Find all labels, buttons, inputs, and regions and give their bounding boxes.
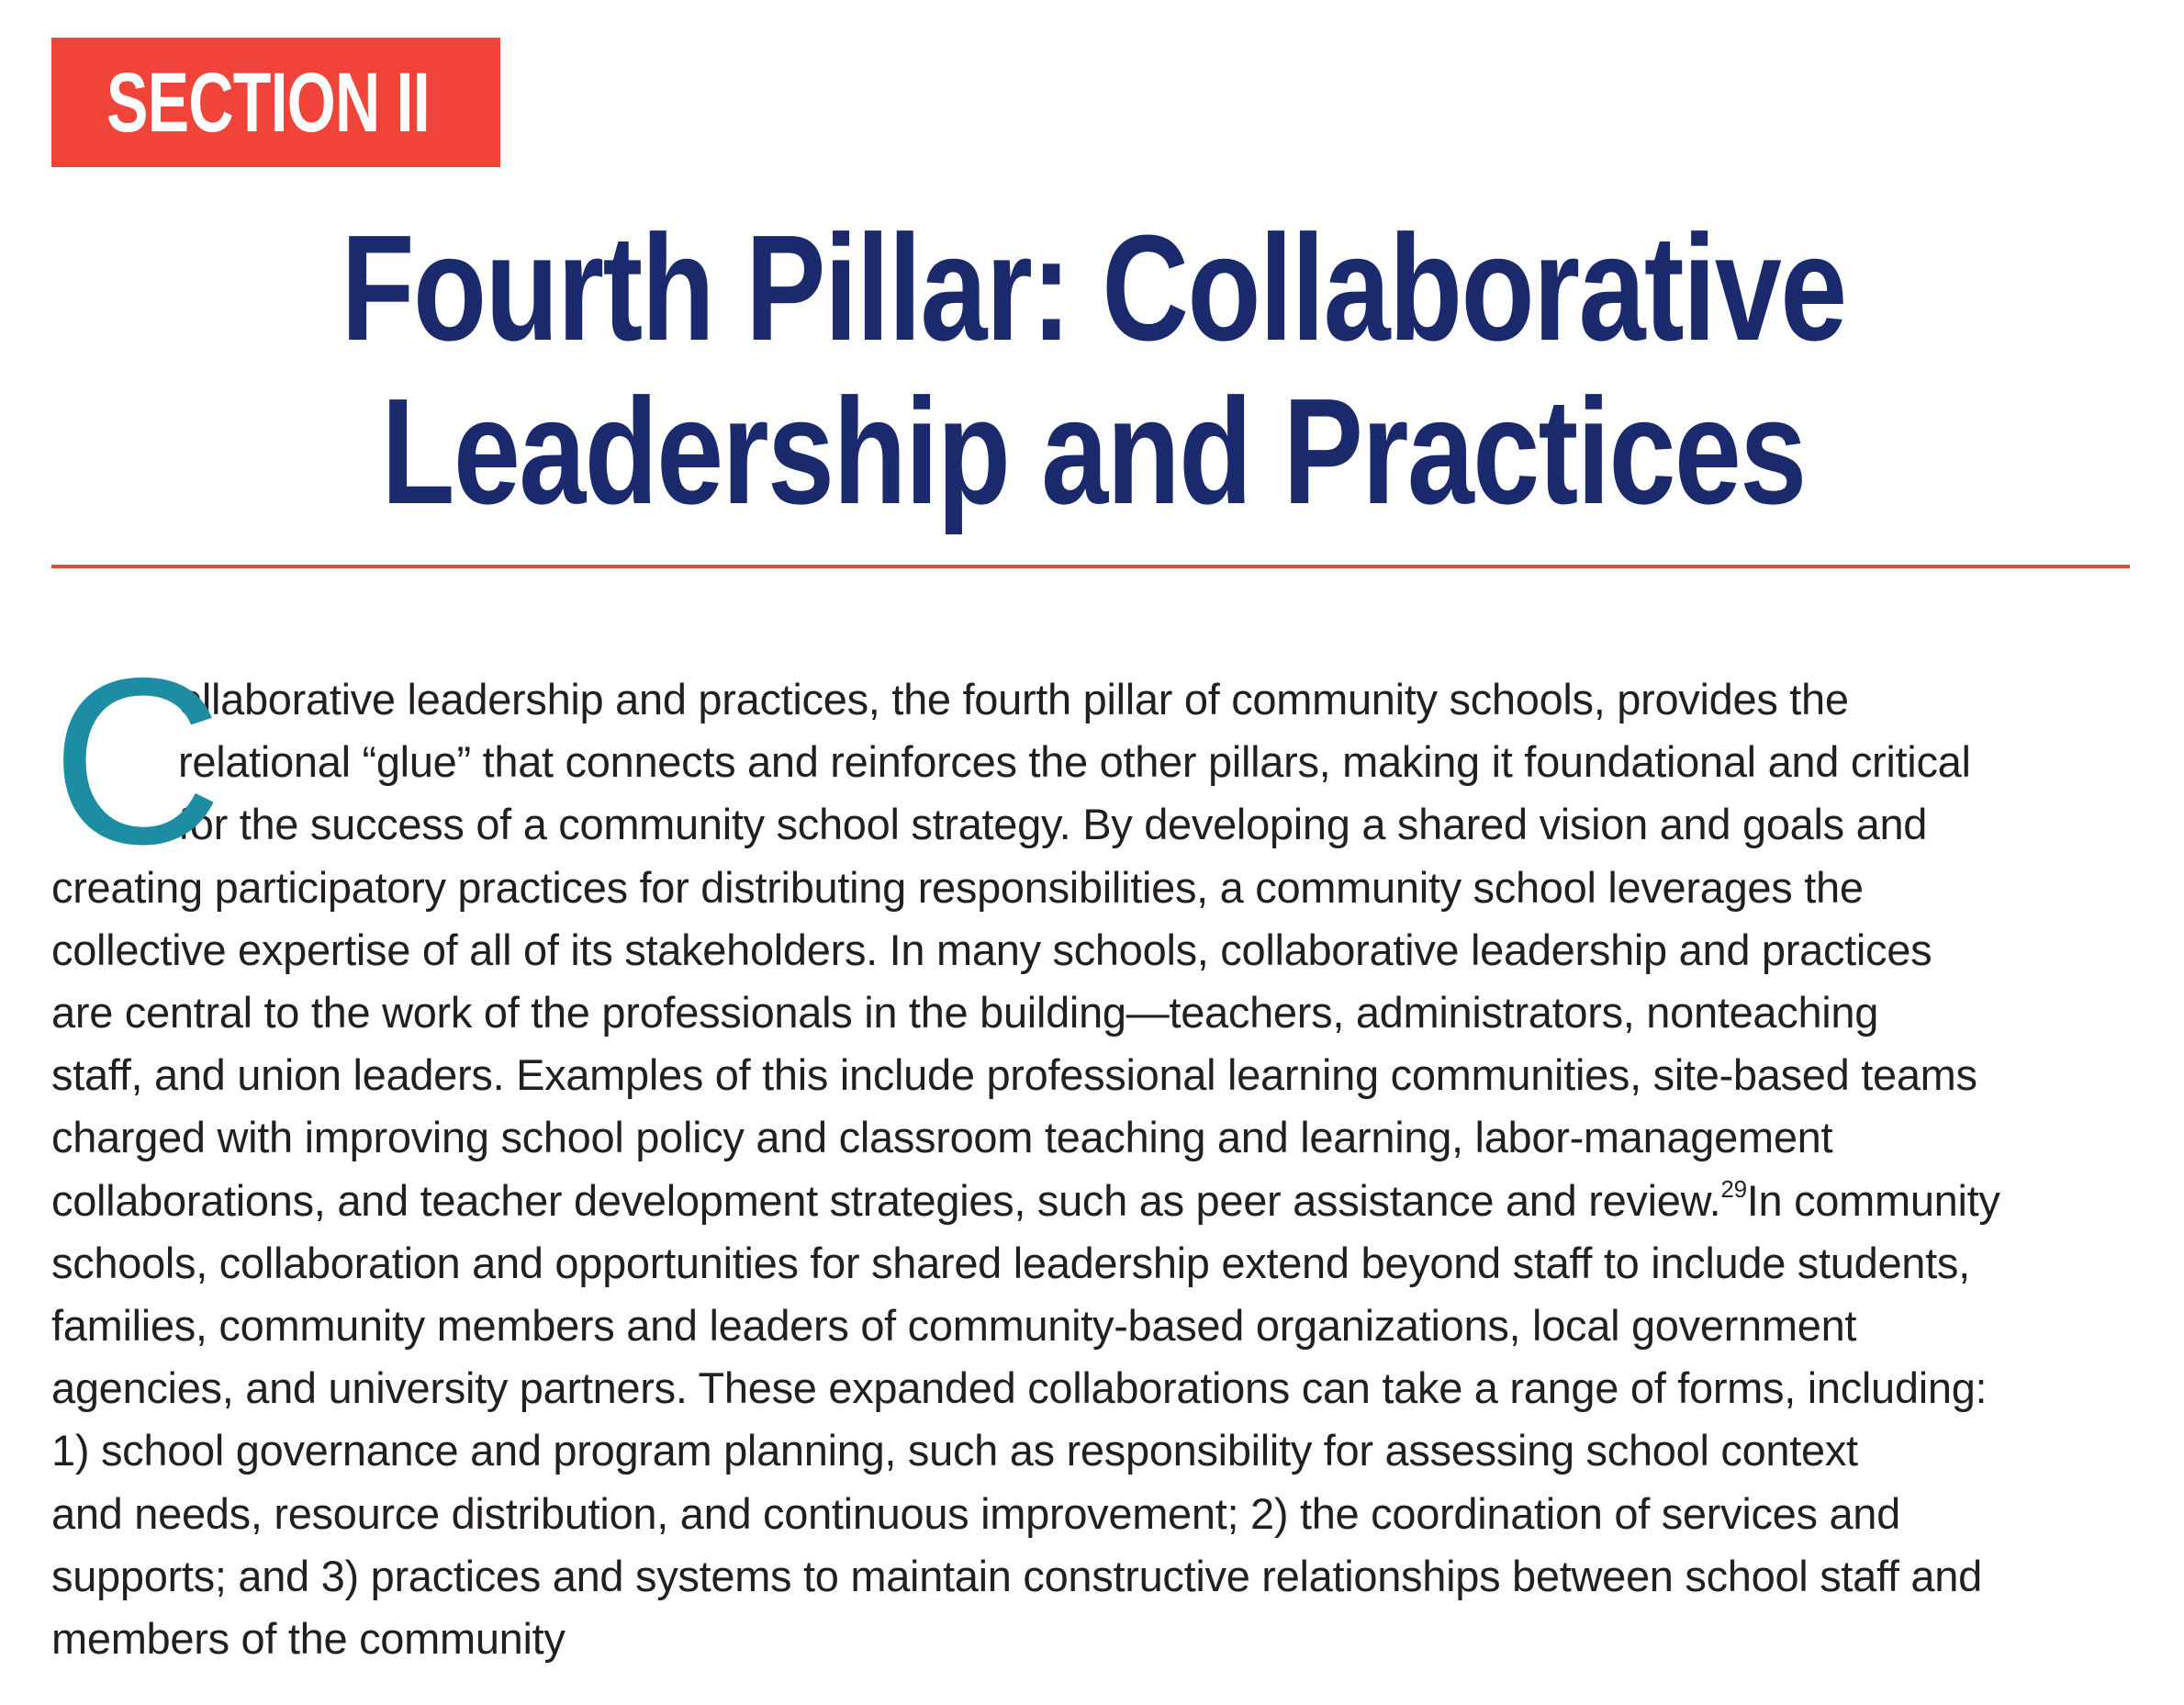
body-line-5: collective expertise of all of its stakeholders. In many schools, collaborative leadership and practices [51,925,1932,974]
body-line-8: charged with improving school policy and classroom teaching and learning, labor-management [51,1113,1833,1162]
title-divider [51,565,2130,568]
body-line-12: agencies, and university partners. These expanded collaborations can take a range of forms, including: [51,1363,1988,1413]
body-line-11: families, community members and leaders of community-based organizations, local government [51,1301,1857,1351]
section-label: SECTION II [106,55,430,150]
body-line-4: creating participatory practices for distributing responsibilities, a community school leverages the [51,862,1864,912]
body-line-7: staff, and union leaders. Examples of this include professional learning communities, site-based teams [51,1050,1977,1100]
body-line-9-text: collaborations, and teacher development strategies, such as peer assistance and review. [51,1175,1721,1225]
title-line-2: Leadership and Practices [381,367,1806,535]
footnote-reference: 29 [1720,1174,1747,1203]
body-line-10: schools, collaboration and opportunities for shared leadership extend beyond staff to include students, [51,1238,1970,1287]
drop-cap: C [51,628,223,893]
body-line-9 [51,1170,2126,1232]
body-line-1: ollaborative leadership and practices, the fourth pillar of community schools, provides the [178,675,1849,724]
body-line-3: for the success of a community school strategy. By developing a shared vision and goals and [178,800,1928,849]
body-line-6: are central to the work of the professionals in the building—teachers, administrators, nonteaching [51,988,1879,1038]
body-line-16: members of the community [51,1614,566,1664]
body-line-9-continuation: In community [1746,1175,2000,1225]
body-line-2: relational “glue” that connects and reinforces the other pillars, making it foundational and critical [178,737,1971,787]
body-line-15: supports; and 3) practices and systems to maintain constructive relationships between school staff and [51,1551,1982,1600]
section-tag [51,38,500,167]
body-paragraph [51,628,2126,1670]
body-line-14: and needs, resource distribution, and continuous improvement; 2) the coordination of services and [51,1488,1900,1538]
title-line-1: Fourth Pillar: Collaborative [341,204,1846,372]
body-line-13: 1) school governance and program planning, such as responsibility for assessing school context [51,1426,1858,1475]
page-title [51,204,2135,535]
